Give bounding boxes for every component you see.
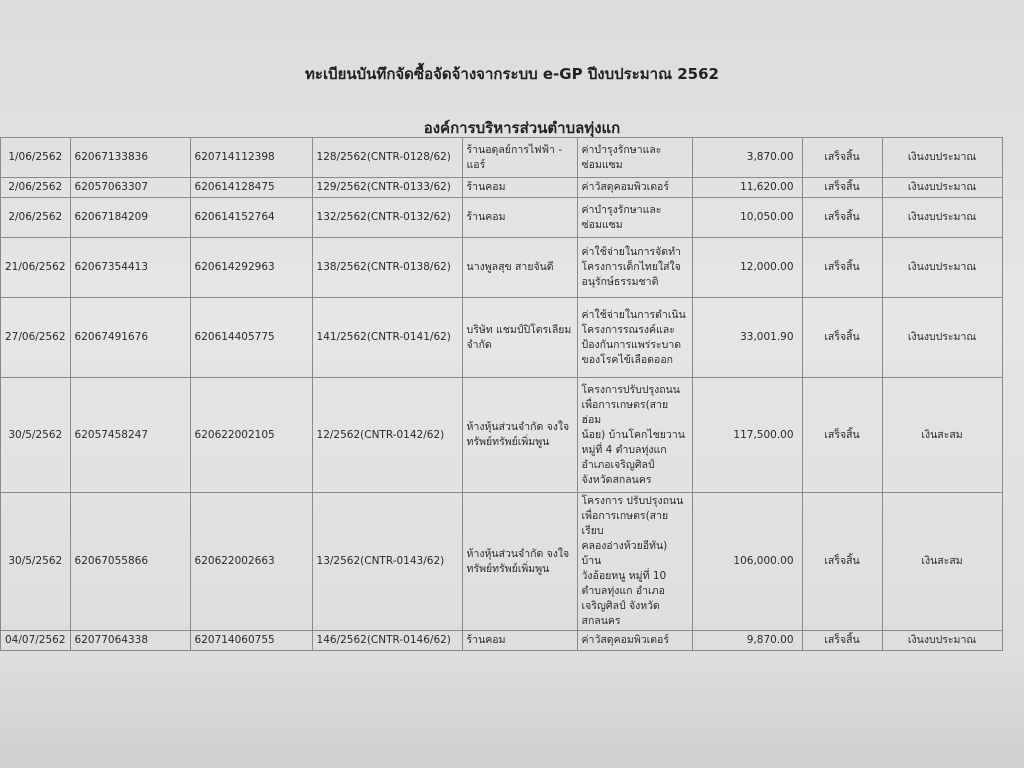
cell-amount: 117,500.00 [692,378,802,493]
cell-contract-no: 620614292963 [190,238,312,298]
cell-doc-no: 129/2562(CNTR-0133/62) [312,178,462,198]
cell-fund: เงินงบประมาณ [882,298,1002,378]
cell-item: ค่าบำรุงรักษาและ ซ่อมแซม [577,138,692,178]
cell-status: เสร็จสิ้น [802,298,882,378]
cell-doc-no: 12/2562(CNTR-0142/62) [312,378,462,493]
document-title: ทะเบียนบันทึกจัดซื้อจัดจ้างจากระบบ e-GP ปีงบประมาณ 2562 [305,65,719,83]
table-row [1,378,1003,493]
table-row [1,493,1003,631]
cell-fund: เงินสะสม [882,378,1002,493]
table-row [1,298,1003,378]
cell-vendor: นางพูลสุข สายจันดี [462,238,577,298]
cell-project-no: 62067491676 [70,298,190,378]
cell-amount: 3,870.00 [692,138,802,178]
cell-project-no: 62067055866 [70,493,190,631]
cell-doc-no: 13/2562(CNTR-0143/62) [312,493,462,631]
cell-doc-no: 128/2562(CNTR-0128/62) [312,138,462,178]
cell-item: ค่าใช้จ่ายในการดำเนิน โครงการรณรงค์และ ป้องกันการแพร่ระบาด ของโรคไข้เลือดออก [577,298,692,378]
cell-vendor: ร้านคอม [462,631,577,651]
cell-fund: เงินงบประมาณ [882,178,1002,198]
cell-doc-no: 138/2562(CNTR-0138/62) [312,238,462,298]
cell-vendor: ร้านอดุลย์การไฟฟ้า - แอร์ [462,138,577,178]
table-row [1,198,1003,238]
cell-date: 2/06/2562 [1,178,71,198]
table-row [1,138,1003,178]
cell-item: โครงการ ปรับปรุงถนน เพื่อการเกษตร(สายเรียบ คลองอ่างห้วยอีทัน) บ้าน วังอ้อยหนู หมู่ที่ 10 ตำบลทุ่งแก อำเภอ เจริญศิลป์ จังหวัด สกลนคร [577,493,692,631]
cell-date: 27/06/2562 [1,298,71,378]
cell-fund: เงินงบประมาณ [882,138,1002,178]
cell-status: เสร็จสิ้น [802,631,882,651]
cell-contract-no: 620622002105 [190,378,312,493]
cell-date: 21/06/2562 [1,238,71,298]
cell-fund: เงินสะสม [882,493,1002,631]
cell-doc-no: 132/2562(CNTR-0132/62) [312,198,462,238]
cell-status: เสร็จสิ้น [802,178,882,198]
cell-doc-no: 146/2562(CNTR-0146/62) [312,631,462,651]
cell-amount: 106,000.00 [692,493,802,631]
cell-contract-no: 620622002663 [190,493,312,631]
cell-project-no: 62057458247 [70,378,190,493]
cell-amount: 11,620.00 [692,178,802,198]
cell-project-no: 62067133836 [70,138,190,178]
procurement-table [0,137,1003,651]
cell-item: โครงการปรับปรุงถนน เพื่อการเกษตร(สายฮ่อม น้อย) บ้านโคกไชยวาน หมู่ที่ 4 ตำบลทุ่งแก อำเภอเจริญศิลป์ จังหวัดสกลนคร [577,378,692,493]
cell-amount: 10,050.00 [692,198,802,238]
cell-status: เสร็จสิ้น [802,138,882,178]
cell-date: 04/07/2562 [1,631,71,651]
cell-date: 2/06/2562 [1,198,71,238]
cell-item: ค่าใช้จ่ายในการจัดทำ โครงการเด็กไทยใส่ใจ อนุรักษ์ธรรมชาติ [577,238,692,298]
cell-item: ค่าบำรุงรักษาและ ซ่อมแซม [577,198,692,238]
cell-fund: เงินงบประมาณ [882,631,1002,651]
cell-status: เสร็จสิ้น [802,493,882,631]
cell-fund: เงินงบประมาณ [882,198,1002,238]
cell-contract-no: 620614405775 [190,298,312,378]
table-row [1,631,1003,651]
cell-contract-no: 620714060755 [190,631,312,651]
cell-amount: 9,870.00 [692,631,802,651]
cell-status: เสร็จสิ้น [802,198,882,238]
cell-contract-no: 620614152764 [190,198,312,238]
cell-vendor: ห้างหุ้นส่วนจำกัด จงใจ ทรัพย์ทรัพย์เพิ่มพูน [462,493,577,631]
cell-project-no: 62067184209 [70,198,190,238]
table-row [1,178,1003,198]
cell-contract-no: 620714112398 [190,138,312,178]
cell-date: 1/06/2562 [1,138,71,178]
cell-item: ค่าวัสดุคอมพิวเตอร์ [577,631,692,651]
cell-date: 30/5/2562 [1,493,71,631]
cell-amount: 33,001.90 [692,298,802,378]
cell-vendor: ห้างหุ้นส่วนจำกัด จงใจ ทรัพย์ทรัพย์เพิ่มพูน [462,378,577,493]
cell-project-no: 62077064338 [70,631,190,651]
cell-doc-no: 141/2562(CNTR-0141/62) [312,298,462,378]
cell-contract-no: 620614128475 [190,178,312,198]
cell-status: เสร็จสิ้น [802,378,882,493]
table-row [1,238,1003,298]
cell-date: 30/5/2562 [1,378,71,493]
cell-project-no: 62057063307 [70,178,190,198]
cell-amount: 12,000.00 [692,238,802,298]
cell-fund: เงินงบประมาณ [882,238,1002,298]
cell-vendor: ร้านคอม [462,198,577,238]
cell-vendor: ร้านคอม [462,178,577,198]
cell-status: เสร็จสิ้น [802,238,882,298]
organization-subtitle: องค์การบริหารส่วนตำบลทุ่งแก [423,119,621,137]
cell-item: ค่าวัสดุคอมพิวเตอร์ [577,178,692,198]
cell-vendor: บริษัท แชมป์ปิโตรเลียม จำกัด [462,298,577,378]
cell-project-no: 62067354413 [70,238,190,298]
